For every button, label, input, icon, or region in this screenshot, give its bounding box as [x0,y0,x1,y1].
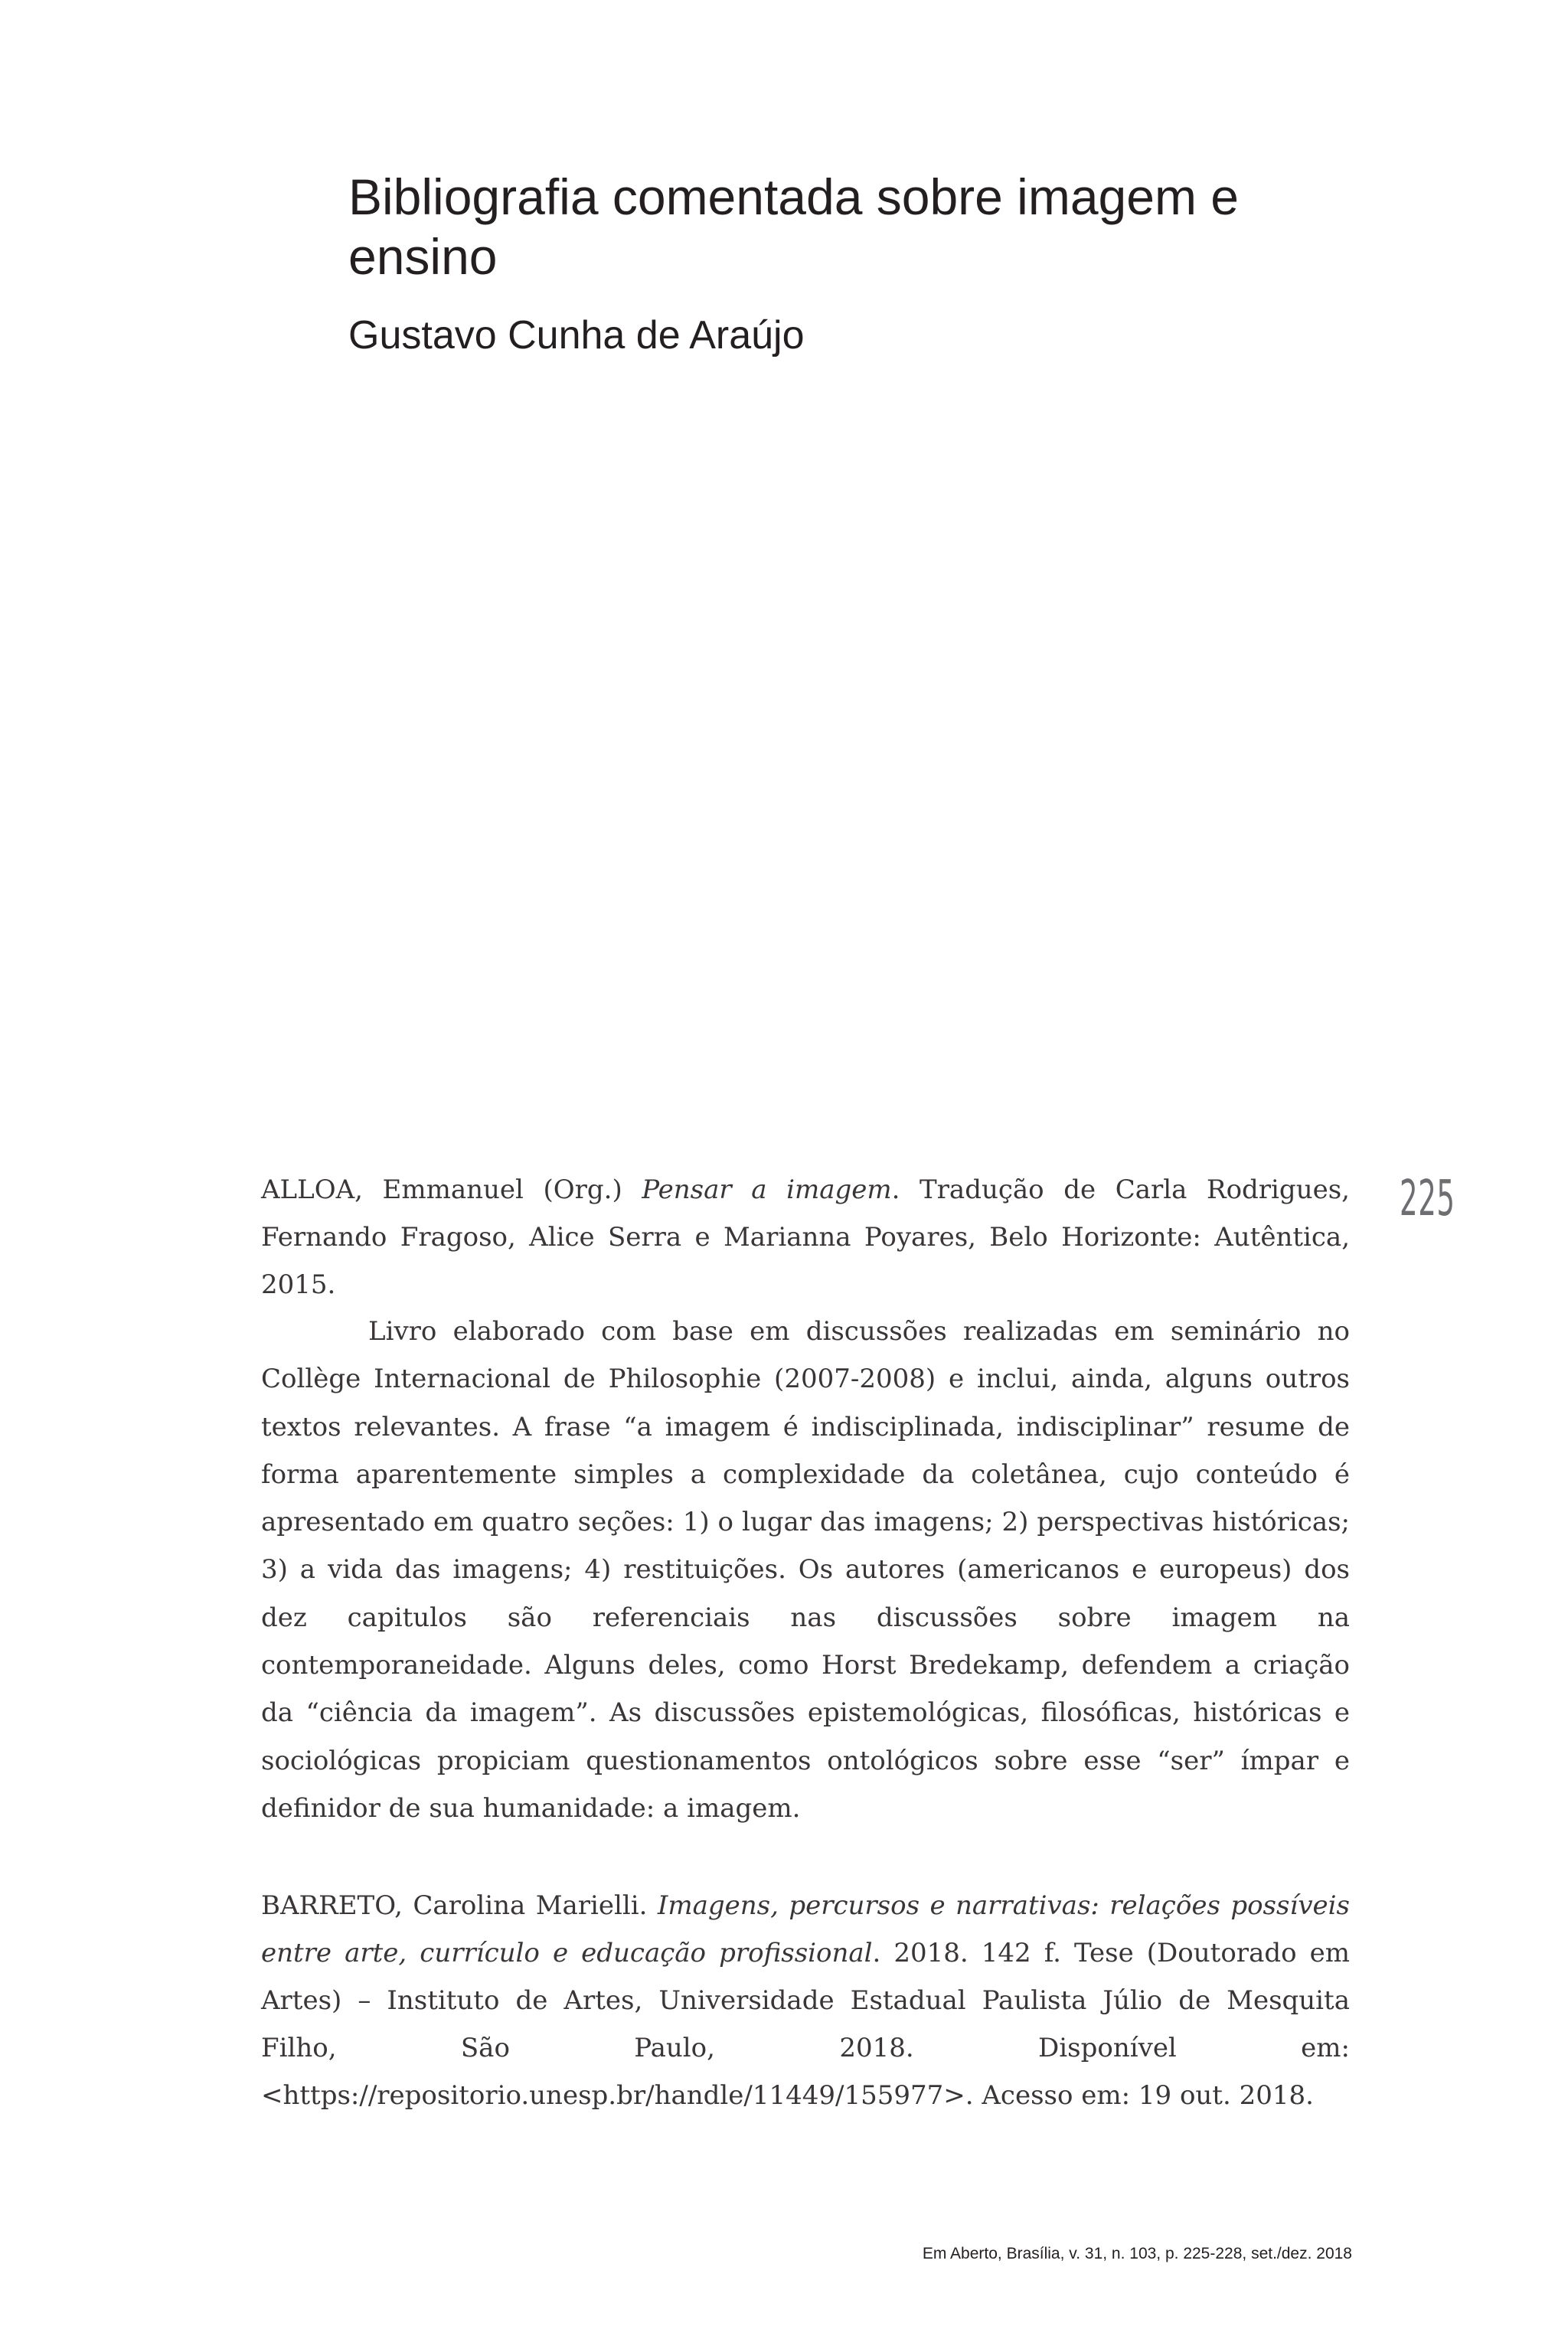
reference-details: . Tradução de Carla Rodrigues, Fernando Fragoso, Alice Serra e Marianna Poyares, Belo Horizonte: Autêntica, 2015. [261,1174,1350,1300]
reference-entry [261,1166,1350,1308]
reference-annotation: Livro elaborado com base em discussões realizadas em seminário no Collège Internacional de Philosophie (2007-2008) e inclui, ainda, alguns outros textos relevantes. A frase “a imagem é indisciplinada, indisciplinar” resume de forma aparentemente simples a complexidade da coletânea, cujo conteúdo é apresentado em quatro seções: 1) o lugar das imagens; 2) perspectivas históricas; 3) a vida das imagens; 4) restituições. Os autores (americanos e europeus) dos dez capitulos são referenciais nas discussões sobre imagem na contemporaneidade. Alguns deles, como Horst Bredekamp, defendem a criação da “ciência da imagem”. As discussões epistemológicas, filosóficas, históricas e sociológicas propiciam questionamentos ontológicos sobre esse “ser” ímpar e definidor de sua humanidade: a imagem. [261,1316,1350,1824]
reference-entry [261,1882,1350,2119]
reference-details: . 2018. 142 f. Tese (Doutorado em Artes) – Instituto de Artes, Universidade Estadual Paulista Júlio de Mesquita Filho, São Paulo, 2018. Disponível em: <https://repositorio.unesp.br/handle/11449/155977>. Acesso em: 19 out. 2018. [261,1938,1350,2111]
reference-authors: BARRETO, Carolina Marielli. [261,1890,658,1921]
page-number: 225 [1400,1171,1455,1227]
journal-citation-footer: Em Aberto, Brasília, v. 31, n. 103, p. 225-228, set./dez. 2018 [922,2245,1352,2262]
reference-title: Pensar a imagem [642,1174,892,1205]
article-author: Gustavo Cunha de Araújo [348,313,805,358]
article-title: Bibliografia comentada sobre imagem e ensino [348,168,1239,285]
reference-authors: ALLOA, Emmanuel (Org.) [261,1174,642,1205]
reference-title: Imagens, percursos e narrativas: relações possíveis entre arte, currículo e educação profissional [261,1890,1350,1968]
